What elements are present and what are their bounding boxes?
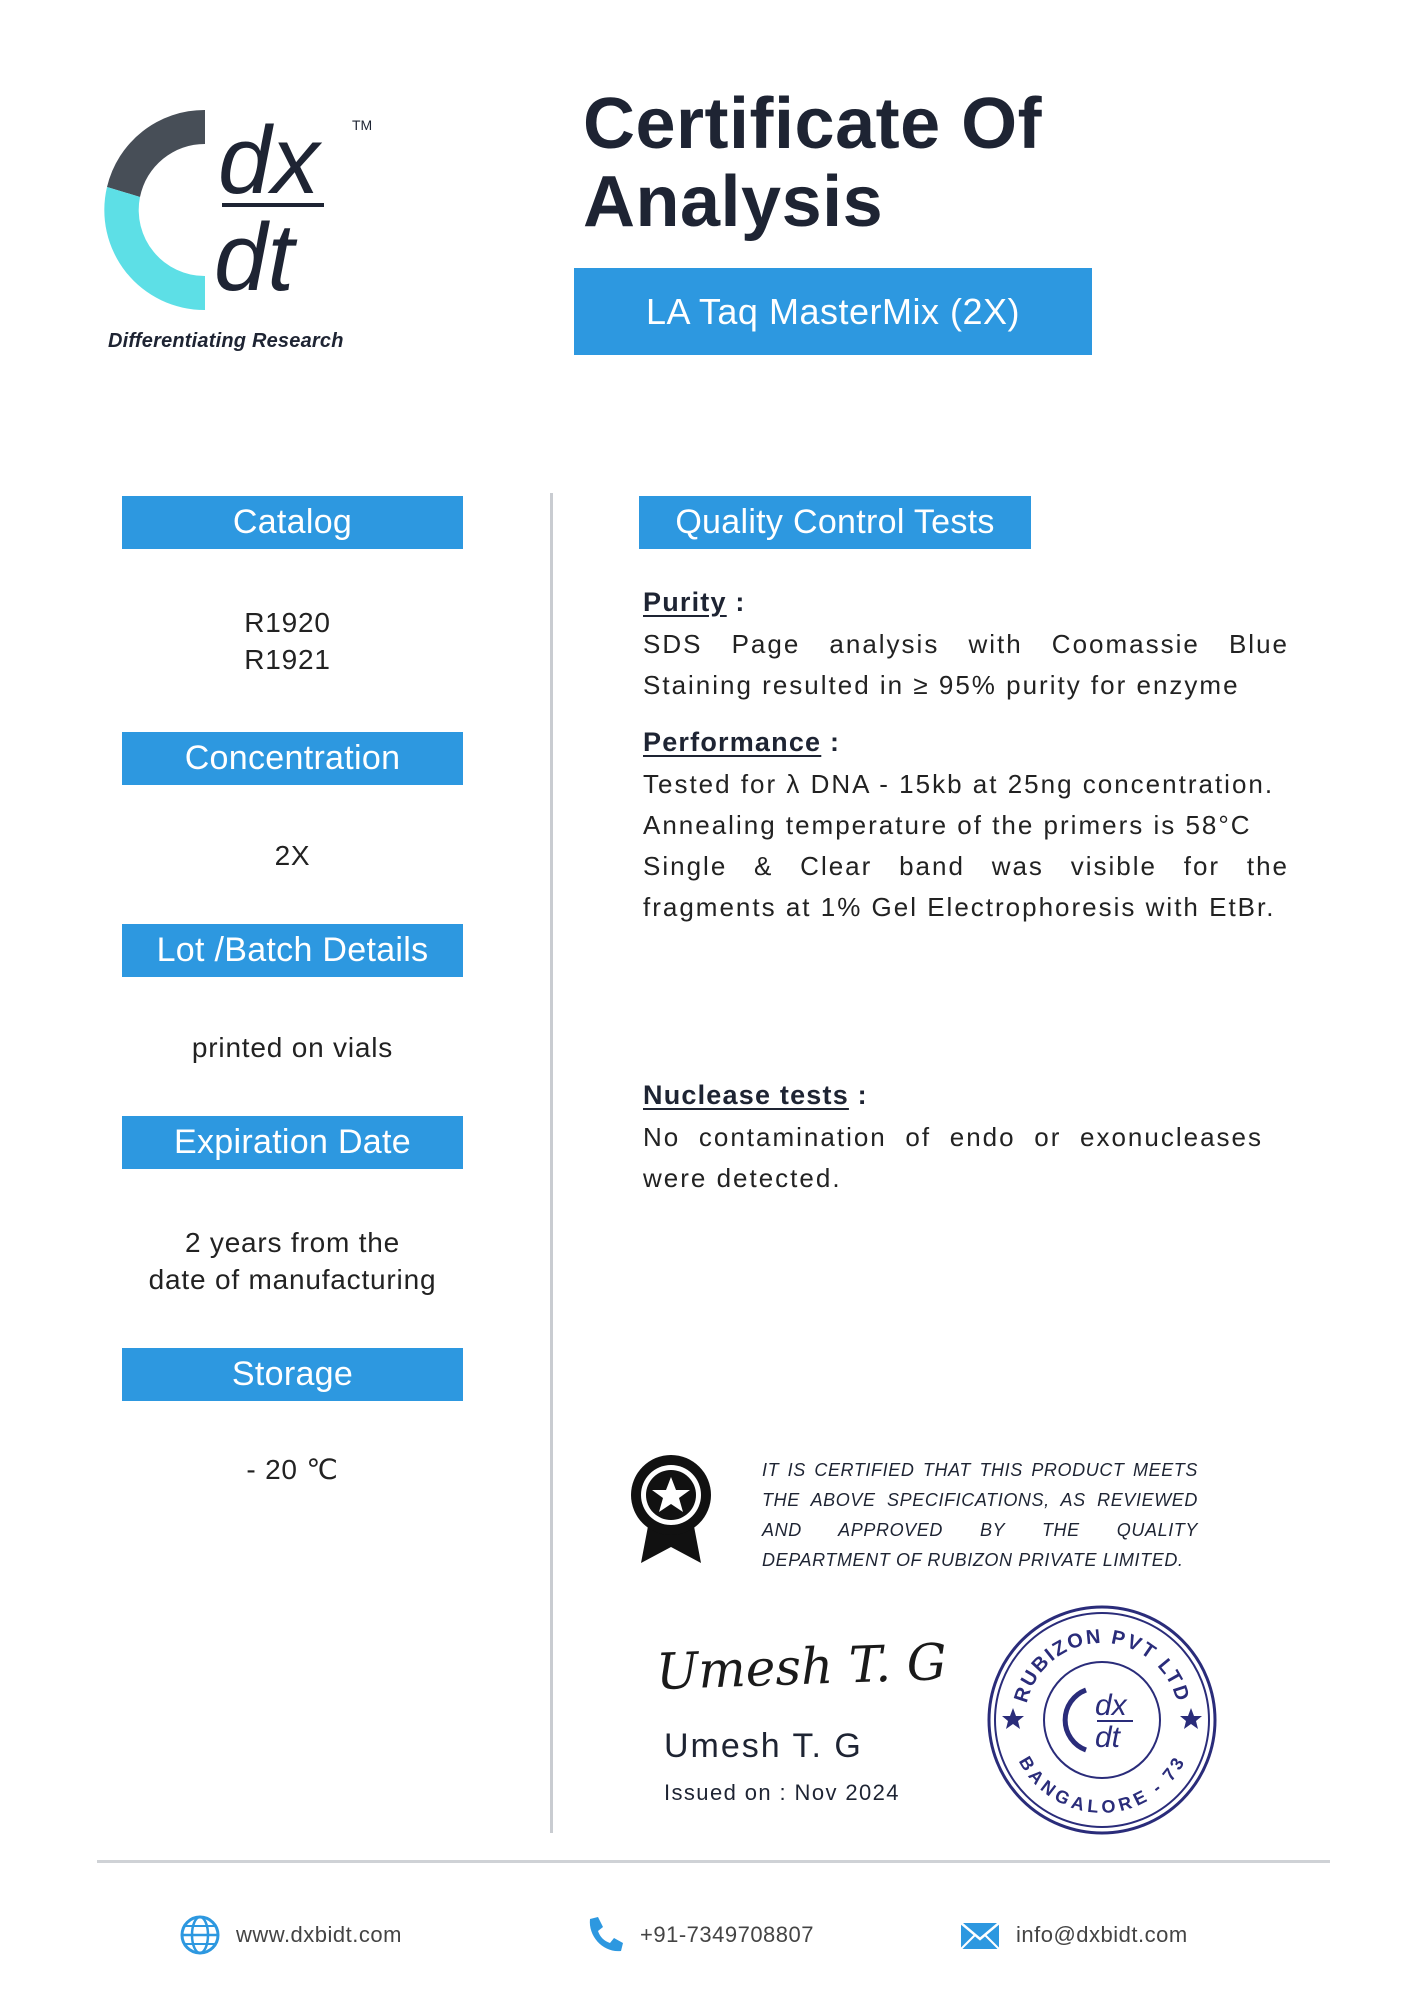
expiration-line-1: 2 years from the: [184, 1227, 401, 1258]
purity-title: [643, 587, 746, 618]
expiration-label: Expiration Date: [122, 1116, 463, 1169]
concentration-value: 2X: [274, 840, 311, 871]
nuclease-title-text: Nuclease tests: [643, 1080, 849, 1110]
logo-arc-dark: [107, 110, 205, 197]
mail-icon: [958, 1913, 1002, 1957]
seal-logo-dt: dt: [1095, 1721, 1121, 1754]
website-link[interactable]: www.dxbidt.com: [236, 1922, 402, 1947]
issued-date: Issued on : Nov 2024: [664, 1780, 900, 1805]
nuclease-text: No contamination of endo or exonucleases were detected.: [643, 1122, 1263, 1193]
concentration-label: Concentration: [122, 732, 463, 785]
brand-tagline: Differentiating Research: [108, 330, 344, 352]
logo-arc-cyan: [104, 187, 205, 310]
globe-icon: [178, 1913, 222, 1957]
seal-star-right: [1180, 1708, 1202, 1729]
seal-star-left: [1002, 1708, 1024, 1729]
title-line-2: Analysis: [583, 162, 884, 242]
storage-value: - 20 ℃: [246, 1454, 339, 1485]
performance-para-3: Single & Clear band was visible for the fragments at 1% Gel Electrophoresis with EtBr.: [643, 851, 1289, 922]
catalog-value: R1921: [244, 644, 331, 675]
logo-text-dt: dt: [214, 204, 295, 311]
phone-number[interactable]: +91-7349708807: [640, 1922, 814, 1947]
footer-website[interactable]: [178, 1912, 402, 1958]
performance-para-2: Annealing temperature of the primers is 58°C: [643, 810, 1252, 840]
signature-text: Umesh T. G: [655, 1632, 948, 1702]
performance-title: [643, 727, 840, 758]
dxdt-logo: [100, 105, 400, 365]
title-colon: :: [821, 727, 841, 757]
trademark-mark: TM: [352, 117, 373, 133]
company-seal: [985, 1603, 1219, 1837]
expiration-value: [122, 1224, 463, 1298]
column-divider: [550, 493, 553, 1833]
product-name: LA Taq MasterMix (2X): [574, 268, 1092, 355]
footer-email[interactable]: [958, 1912, 1188, 1958]
signature: [652, 1620, 952, 1710]
lot-batch-label: Lot /Batch Details: [122, 924, 463, 977]
logo-text-dx: dx: [218, 107, 320, 214]
nuclease-title: [643, 1080, 868, 1111]
catalog-values: [122, 604, 463, 678]
title-colon: :: [726, 587, 746, 617]
signer-name: Umesh T. G: [664, 1727, 863, 1765]
phone-icon: [582, 1913, 626, 1957]
performance-title-text: Performance: [643, 727, 822, 757]
seal-text-top: RUBIZON PVT LTD: [1010, 1625, 1194, 1706]
award-ribbon-icon: [627, 1453, 715, 1565]
expiration-line-2: date of manufacturing: [148, 1264, 437, 1295]
purity-text: SDS Page analysis with Coomassie Blue Staining resulted in ≥ 95% purity for enzyme: [643, 629, 1289, 700]
title-line-1: Certificate Of: [583, 84, 1043, 164]
catalog-value: R1920: [244, 607, 331, 638]
lot-batch-value: printed on vials: [191, 1032, 394, 1063]
footer-phone[interactable]: [582, 1912, 814, 1958]
document-title: [583, 85, 1143, 241]
storage-label: Storage: [122, 1348, 463, 1401]
performance-text: [643, 764, 1289, 928]
seal-text-bottom: BANGALORE - 73: [1014, 1752, 1190, 1818]
certification-statement: IT IS CERTIFIED THAT THIS PRODUCT MEETS THE ABOVE SPECIFICATIONS, AS REVIEWED AND APPROVED BY THE QUALITY DEPARTMENT OF RUBIZON PRIVATE LIMITED.: [762, 1460, 1198, 1570]
seal-logo-dx: dx: [1095, 1689, 1127, 1722]
title-colon: :: [848, 1080, 868, 1110]
performance-para-1: Tested for λ DNA - 15kb at 25ng concentration.: [643, 769, 1275, 799]
purity-title-text: Purity: [643, 587, 727, 617]
email-address[interactable]: info@dxbidt.com: [1016, 1922, 1188, 1947]
footer-divider: [97, 1860, 1330, 1863]
quality-control-heading: Quality Control Tests: [639, 496, 1031, 549]
catalog-label: Catalog: [122, 496, 463, 549]
